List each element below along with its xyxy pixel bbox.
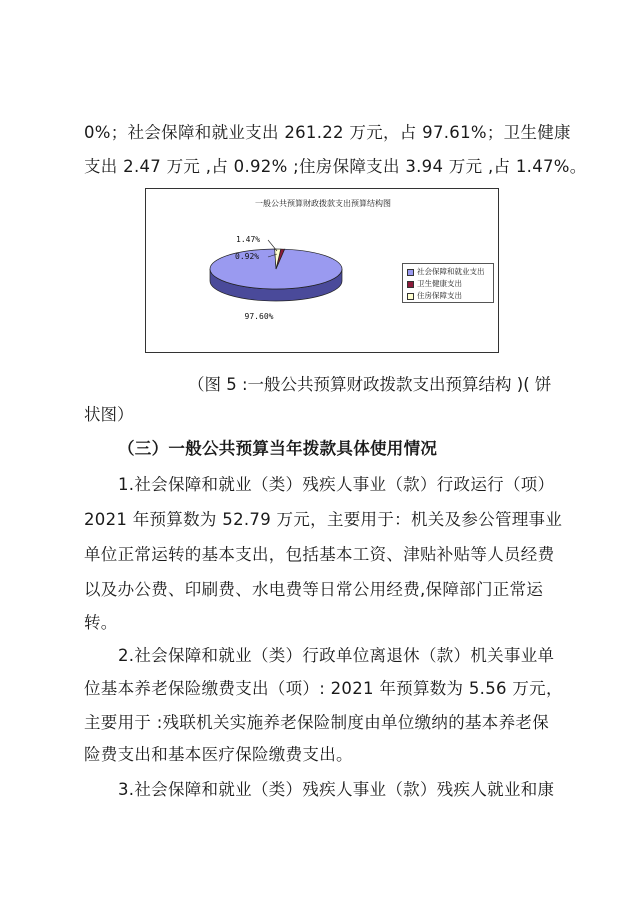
- legend-label: 卫生健康支出: [417, 279, 462, 288]
- body-text-line: 以及办公费、印刷费、水电费等日常公用经费,保障部门正常运: [84, 580, 544, 599]
- body-text-line: 2.社会保障和就业（类）行政单位离退休（款）机关事业单: [118, 646, 555, 665]
- legend-swatch: [407, 293, 414, 300]
- body-text-line: 3.社会保障和就业（类）残疾人事业（款）残疾人就业和康: [118, 780, 555, 799]
- body-text-line: 单位正常运转的基本支出，包括基本工资、津贴补贴等人员经费: [84, 545, 555, 564]
- legend-item-housing: [407, 290, 493, 302]
- legend-label: 社会保障和就业支出: [417, 267, 485, 276]
- legend-item-social: [407, 266, 493, 278]
- figure-caption: （图 5 :一般公共预算财政拨款支出预算结构 )( 饼: [188, 375, 552, 394]
- body-text-line: 1.社会保障和就业（类）残疾人事业（款）行政运行（项）: [118, 475, 555, 494]
- body-text-line: 主要用于 :残联机关实施养老保险制度由单位缴纳的基本养老保: [84, 713, 550, 732]
- body-text-line: 位基本养老保险缴费支出（项）: 2021 年预算数为 5.56 万元，: [84, 679, 563, 698]
- body-text-line: 险费支出和基本医疗保险缴费支出。: [84, 745, 353, 764]
- legend-swatch: [407, 281, 414, 288]
- data-label-health: 0.92%: [235, 252, 260, 261]
- figure-caption-cont: 状图）: [84, 405, 134, 424]
- legend-label: 住房保障支出: [417, 291, 462, 300]
- pie-chart: [145, 188, 499, 353]
- body-text-line: 2021 年预算数为 52.79 万元，主要用于：机关及参公管理事业: [84, 510, 563, 529]
- body-text-line: 0%；社会保障和就业支出 261.22 万元，占 97.61%；卫生健康: [84, 123, 571, 142]
- section-heading: （三）一般公共预算当年拨款具体使用情况: [118, 439, 438, 458]
- chart-title: 一般公共预算财政拨款支出预算结构图: [255, 199, 391, 208]
- data-label-social: 97.60%: [244, 312, 274, 321]
- legend-swatch: [407, 269, 414, 276]
- body-text-line: 转。: [84, 613, 118, 632]
- chart-legend: [402, 263, 494, 303]
- body-text-line: 支出 2.47 万元 ,占 0.92% ;住房保障支出 3.94 万元 ,占 1.47%。: [84, 157, 587, 176]
- legend-item-health: [407, 278, 493, 290]
- data-label-housing: 1.47%: [236, 235, 261, 244]
